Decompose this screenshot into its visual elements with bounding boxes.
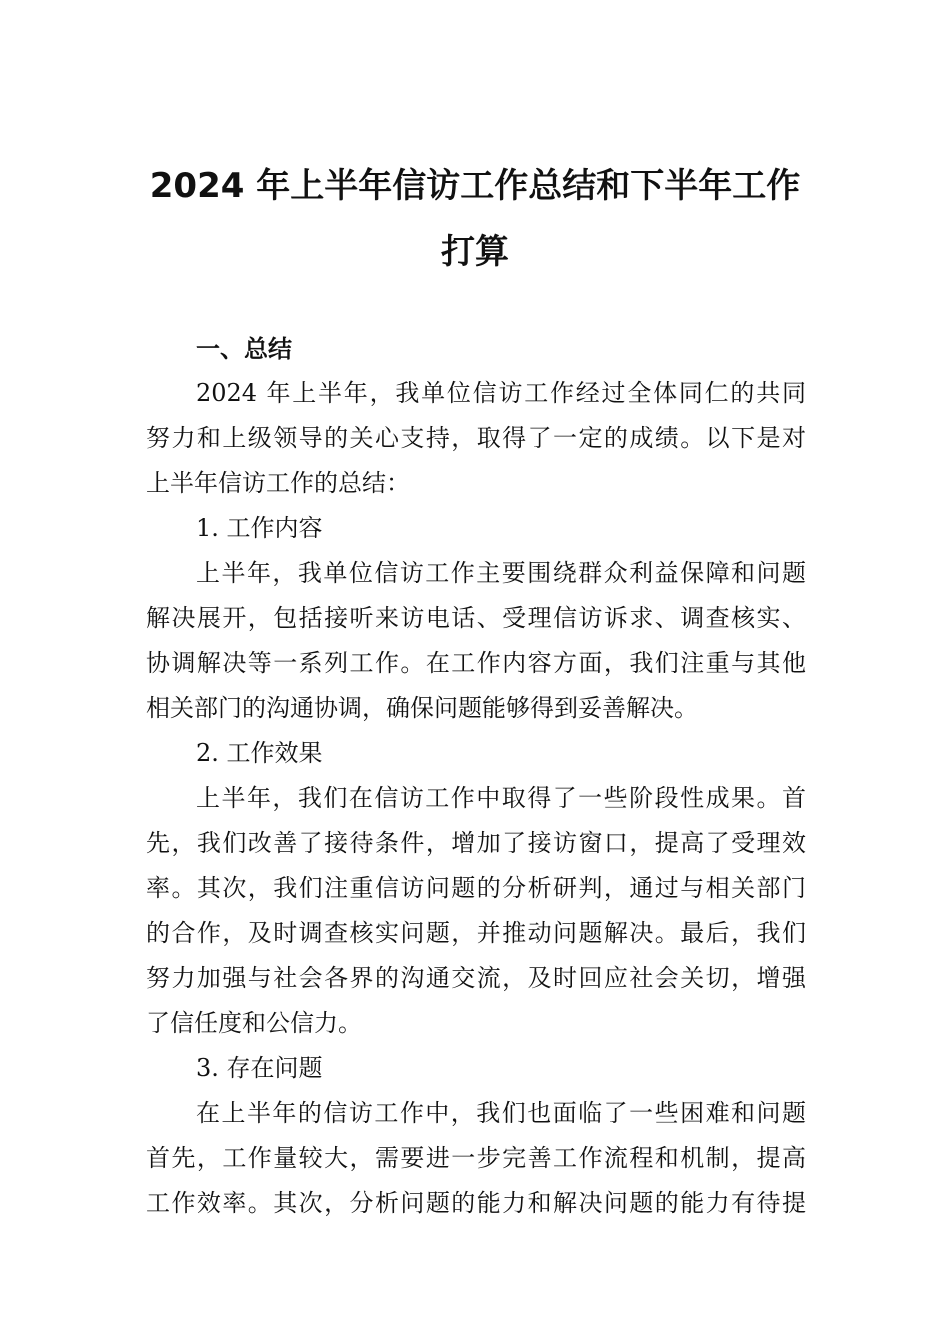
paragraph-line: 上半年，我单位信访工作主要围绕群众利益保障和问题 bbox=[196, 559, 806, 587]
paragraph-line: 相关部门的沟通协调，确保问题能够得到妥善解决。 bbox=[146, 694, 698, 722]
document-title-line-2: 打算 bbox=[441, 232, 509, 272]
paragraph-line: 努力和上级领导的关心支持，取得了一定的成绩。以下是对 bbox=[146, 424, 806, 452]
paragraph-line: 在上半年的信访工作中，我们也面临了一些困难和问题 bbox=[196, 1099, 806, 1127]
paragraph-line: 2024 年上半年，我单位信访工作经过全体同仁的共同 bbox=[196, 379, 806, 407]
paragraph-line: 上半年，我们在信访工作中取得了一些阶段性成果。首 bbox=[196, 784, 806, 812]
paragraph-line: 的合作，及时调查核实问题，并推动问题解决。最后，我们 bbox=[146, 919, 806, 947]
subheading: 2. 工作效果 bbox=[196, 739, 323, 767]
paragraph-line: 工作效率。其次，分析问题的能力和解决问题的能力有待提 bbox=[146, 1189, 806, 1217]
paragraph-line: 努力加强与社会各界的沟通交流，及时回应社会关切，增强 bbox=[146, 964, 806, 992]
paragraph-line: 协调解决等一系列工作。在工作内容方面，我们注重与其他 bbox=[146, 649, 806, 677]
paragraph-line: 先，我们改善了接待条件，增加了接访窗口，提高了受理效 bbox=[146, 829, 806, 857]
paragraph-line: 了信任度和公信力。 bbox=[146, 1009, 362, 1037]
subheading: 3. 存在问题 bbox=[196, 1054, 323, 1082]
paragraph-line: 解决展开，包括接听来访电话、受理信访诉求、调查核实、 bbox=[146, 604, 806, 632]
paragraph-line: 率。其次，我们注重信访问题的分析研判，通过与相关部门 bbox=[146, 874, 806, 902]
document-title-line-1: 2024 年上半年信访工作总结和下半年工作 bbox=[149, 166, 801, 206]
paragraph-line: 上半年信访工作的总结： bbox=[146, 469, 410, 497]
paragraph-line: 首先，工作量较大，需要进一步完善工作流程和机制，提高 bbox=[146, 1144, 806, 1172]
section-heading: 一、总结 bbox=[196, 335, 292, 363]
subheading: 1. 工作内容 bbox=[196, 514, 323, 542]
